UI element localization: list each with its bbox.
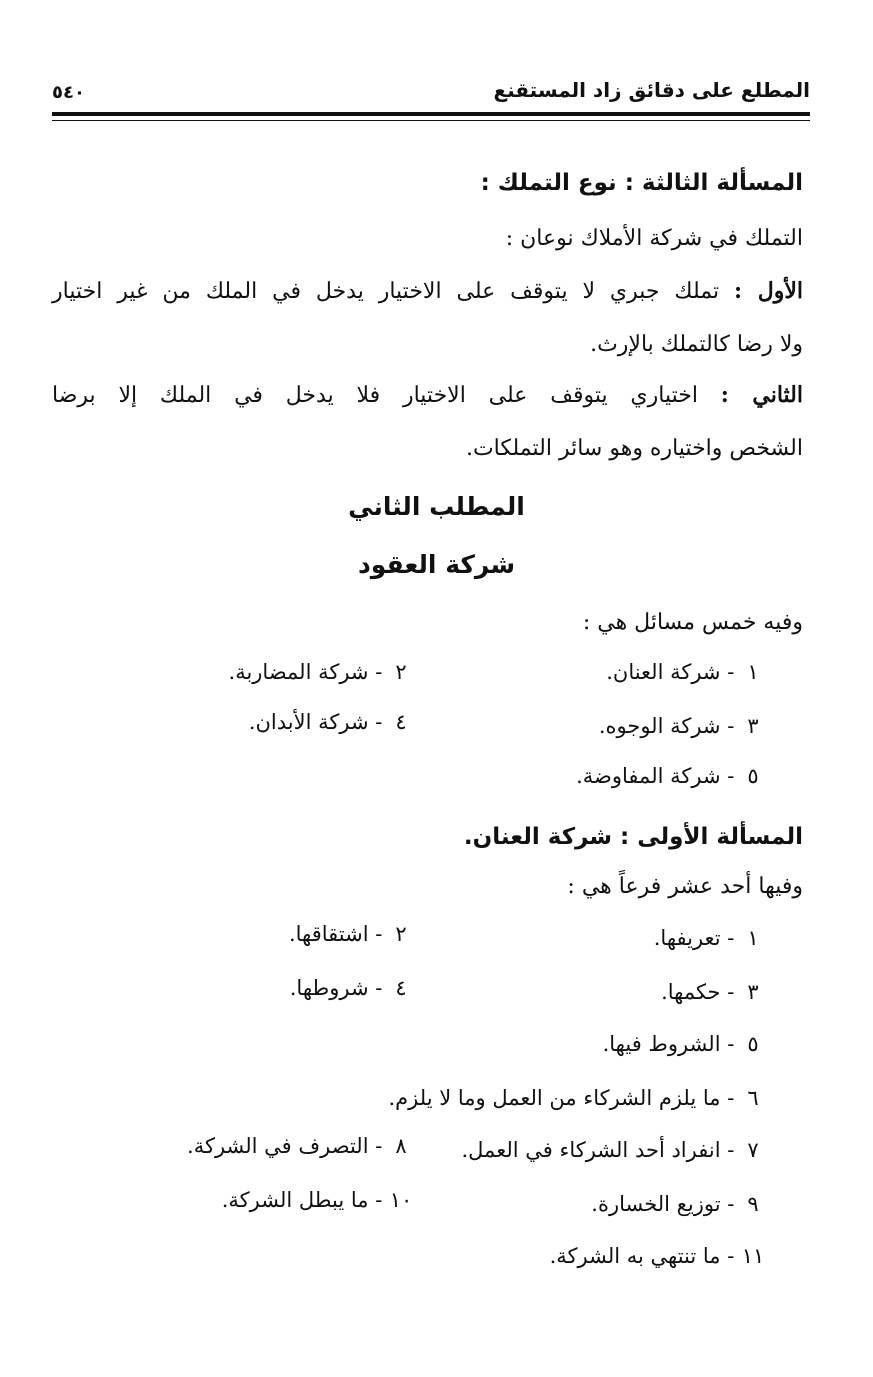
list-item: [591, 1194, 765, 1215]
list-text: - شركة المضاربة.: [228, 660, 383, 684]
list-item: [550, 1246, 765, 1267]
list-number: ٦: [747, 1086, 759, 1110]
list-item: [222, 1190, 413, 1211]
list-text: - شركة الوجوه.: [598, 714, 735, 738]
paragraph-text: اختياري يتوقف على الاختيار فلا يدخل في الملك إلا برضا: [52, 383, 698, 408]
list-text: - التصرف في الشركة.: [187, 1134, 383, 1158]
paragraph-text: تملك جبري لا يتوقف على الاختيار يدخل في الملك من غير اختيار: [52, 279, 720, 304]
list-item: [654, 928, 765, 949]
list-number: ٢: [395, 922, 407, 946]
paragraph-line: الشخص واختياره وهو سائر التملكات.: [465, 436, 803, 461]
list-text: - توزيع الخسارة.: [591, 1192, 735, 1216]
running-title: المطلع على دقائق زاد المستقنع: [493, 78, 810, 102]
list-item: [606, 662, 765, 683]
list-text: - الشروط فيها.: [602, 1032, 735, 1056]
list-number: ٣: [747, 714, 759, 738]
list-number: ٥: [747, 1032, 759, 1056]
list-number: ٣: [747, 980, 759, 1004]
list-text: - شركة الأبدان.: [248, 710, 383, 734]
paragraph-lead: الثاني :: [720, 382, 803, 408]
list-text: - شركة العنان.: [606, 660, 735, 684]
list-number: ٤: [395, 976, 407, 1000]
list-item: [289, 924, 413, 945]
list-number: ١: [747, 926, 759, 950]
paragraph-line: ولا رضا كالتملك بالإرث.: [590, 332, 803, 357]
list-text: - حكمها.: [661, 980, 735, 1004]
paragraph-line: [52, 280, 803, 303]
chapter-subtitle: شركة العقود: [357, 550, 516, 579]
page-number: ٥٤٠: [52, 82, 85, 103]
list-item: [603, 1034, 765, 1055]
list-number: ٥: [747, 764, 759, 788]
list-text: - انفراد أحد الشركاء في العمل.: [461, 1138, 735, 1162]
section-heading: المسألة الثالثة : نوع التملك :: [480, 170, 803, 196]
paragraph-lead: الأول :: [734, 278, 803, 304]
header-rule-thin: [52, 120, 810, 121]
list-item: [661, 982, 765, 1003]
list-intro: وفيها أحد عشر فرعاً هي :: [567, 874, 803, 899]
page-header: [52, 78, 810, 108]
list-text: - اشتقاقها.: [288, 922, 383, 946]
list-number: ٧: [747, 1138, 759, 1162]
section-heading: المسألة الأولى : شركة العنان.: [463, 824, 803, 850]
list-number: ٨: [395, 1134, 407, 1158]
list-number: ١: [747, 660, 759, 684]
list-number: ٤: [395, 710, 407, 734]
list-number: ٢: [395, 660, 407, 684]
list-text: - شروطها.: [289, 976, 383, 1000]
list-item: [388, 1088, 765, 1109]
list-text: - شركة المفاوضة.: [576, 764, 735, 788]
list-item: [461, 1140, 765, 1161]
list-item: [229, 662, 413, 683]
list-number: ١٠: [389, 1188, 413, 1212]
list-number: ١١: [741, 1244, 765, 1268]
list-intro: وفيه خمس مسائل هي :: [582, 610, 803, 635]
list-number: ٩: [747, 1192, 759, 1216]
list-text: - تعريفها.: [653, 926, 735, 950]
list-text: - ما يلزم الشركاء من العمل وما لا يلزم.: [388, 1086, 735, 1110]
chapter-title: المطلب الثاني: [348, 492, 525, 521]
list-text: - ما يبطل الشركة.: [221, 1188, 383, 1212]
list-item: [576, 766, 765, 787]
list-item: [187, 1136, 413, 1157]
list-item: [249, 712, 413, 733]
paragraph-line: [52, 384, 803, 407]
list-item: [290, 978, 413, 999]
list-text: - ما تنتهي به الشركة.: [549, 1244, 735, 1268]
paragraph-line: التملك في شركة الأملاك نوعان :: [505, 226, 803, 251]
header-rule-thick: [52, 112, 810, 116]
list-item: [599, 716, 765, 737]
